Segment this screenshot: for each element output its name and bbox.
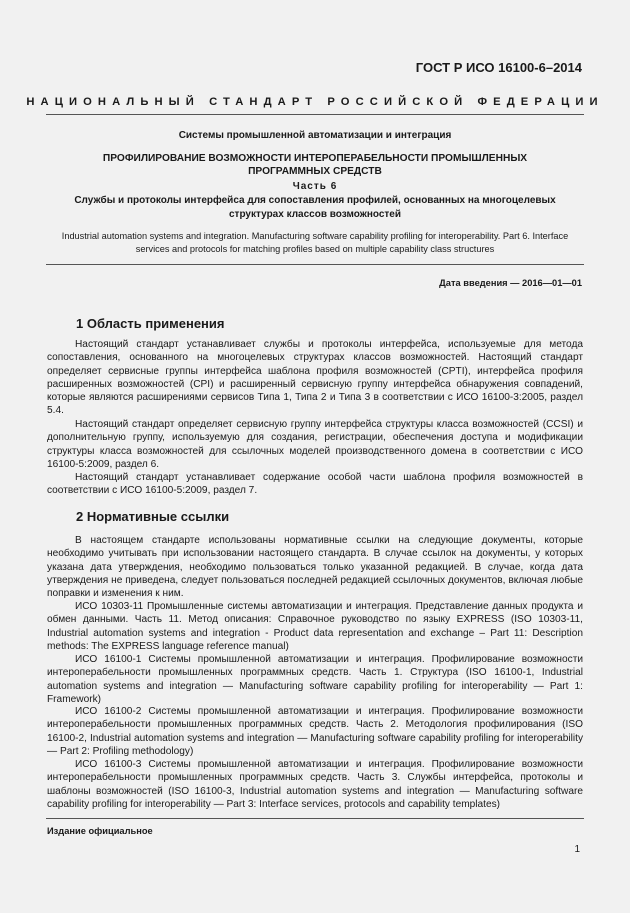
title-part: Часть 6	[292, 181, 338, 192]
paragraph: ИСО 16100-2 Системы промышленной автоматизации и интеграция. Профилирование возможности интероперабельности промышленных программных средств. Часть 2. Методология профилирования (ISO 16100-2, Industrial automation systems and integration — Manufacturing software capability profiling for interoperability — Part 2: Profiling methodology)	[47, 706, 583, 757]
paragraph: В настоящем стандарте использованы нормативные ссылки на следующие документы, которые необходимо учитывать при использовании настоящего стандарта. В случае ссылок на документы, у которых указана дата утверждения, необходимо пользоваться только указанной редакцией. В случае, когда дата утверждения не приведена, следует пользоваться последней редакцией ссылочных документов, включая любые поправки и изменения к ним.	[47, 535, 583, 600]
paragraph: ИСО 16100-1 Системы промышленной автоматизации и интеграция. Профилирование возможности интероперабельности промышленных программных средств. Часть 1. Структура (ISO 16100-1, Industrial automation systems and integration — Manufacturing software capability profiling for interoperability — Part 1: Framework)	[47, 654, 583, 705]
paragraph: ИСО 16100-3 Системы промышленной автоматизации и интеграция. Профилирование возможности интероперабельности промышленных программных средств. Часть 3. Службы интерфейса, протоколы и шаблоны возможностей (ISO 16100-3, Industrial automation systems and integration — Manufacturing software capability profiling for interoperability — Part 3: Interface services, protocols and capability templates)	[47, 759, 583, 810]
title-main: ПРОФИЛИРОВАНИЕ ВОЗМОЖНОСТИ ИНТЕРОПЕРАБЕЛЬНОСТИ ПРОМЫШЛЕННЫХ ПРОГРАММНЫХ СРЕДСТВ	[102, 153, 528, 177]
paragraph: Настоящий стандарт устанавливает службы и протоколы интерфейса, используемые для метода сопоставления, основанного на многоцелевых структурах классов возможностей. Настоящий стандарт определяет сервисные группы интерфейса шаблона профиля возможностей (CPTI), интерфейса профиля расширенных возможностей (CPI) и расширенный сервисную группу интерфейса обнаружения совпадений, которые являются расширениями сервисов Типа 1, Типа 2 и Типа 3 в соответствии с ИСО 16100-3:2005, раздел 5.4.	[47, 339, 583, 417]
official-edition-label: Издание официальное	[47, 826, 153, 836]
section-heading-references: 2 Нормативные ссылки	[76, 509, 230, 524]
page-number: 1	[574, 844, 580, 855]
title-english: Industrial automation systems and integration. Manufacturing software capability profiling for interoperability. Part 6. Interface services and protocols for matching profiles based on multiple capability class structures	[61, 231, 569, 254]
paragraph: ИСО 10303-11 Промышленные системы автоматизации и интеграция. Представление данных продукта и обмен данными. Часть 11. Метод описания: Справочное руководство по языку EXPRESS (ISO 10303-11, Industrial automation systems and integration - Product data representation and exchange – Part 11: Description methods: The EXPRESS language reference manual)	[47, 601, 583, 652]
introduction-date: Дата введения — 2016—01—01	[439, 278, 582, 288]
paragraph: Настоящий стандарт устанавливает содержание особой части шаблона профиля возможностей в соответствии с ИСО 16100-5:2009, раздел 7.	[47, 472, 583, 497]
national-standard-banner: НАЦИОНАЛЬНЫЙ СТАНДАРТ РОССИЙСКОЙ ФЕДЕРАЦИИ	[26, 96, 604, 108]
title-series: Системы промышленной автоматизации и интеграция	[178, 130, 452, 141]
paragraph: Настоящий стандарт определяет сервисную группу интерфейса структуры класса возможностей (CCSI) и дополнительную группу, используемую для создания, регистрации, обеспечения доступа и модификации структуры класса возможностей для ссылочных моделей производственного домена в соответствии с ИСО 16100-5:2009, раздел 6.	[47, 419, 583, 470]
divider	[46, 264, 584, 265]
title-subtitle: Службы и протоколы интерфейса для сопоставления профилей, основанных на многоцелевых структурах классов возможностей	[74, 195, 556, 220]
divider	[46, 818, 584, 819]
divider	[46, 114, 584, 115]
section-heading-scope: 1 Область применения	[76, 316, 225, 331]
standard-code: ГОСТ Р ИСО 16100-6–2014	[415, 60, 582, 75]
